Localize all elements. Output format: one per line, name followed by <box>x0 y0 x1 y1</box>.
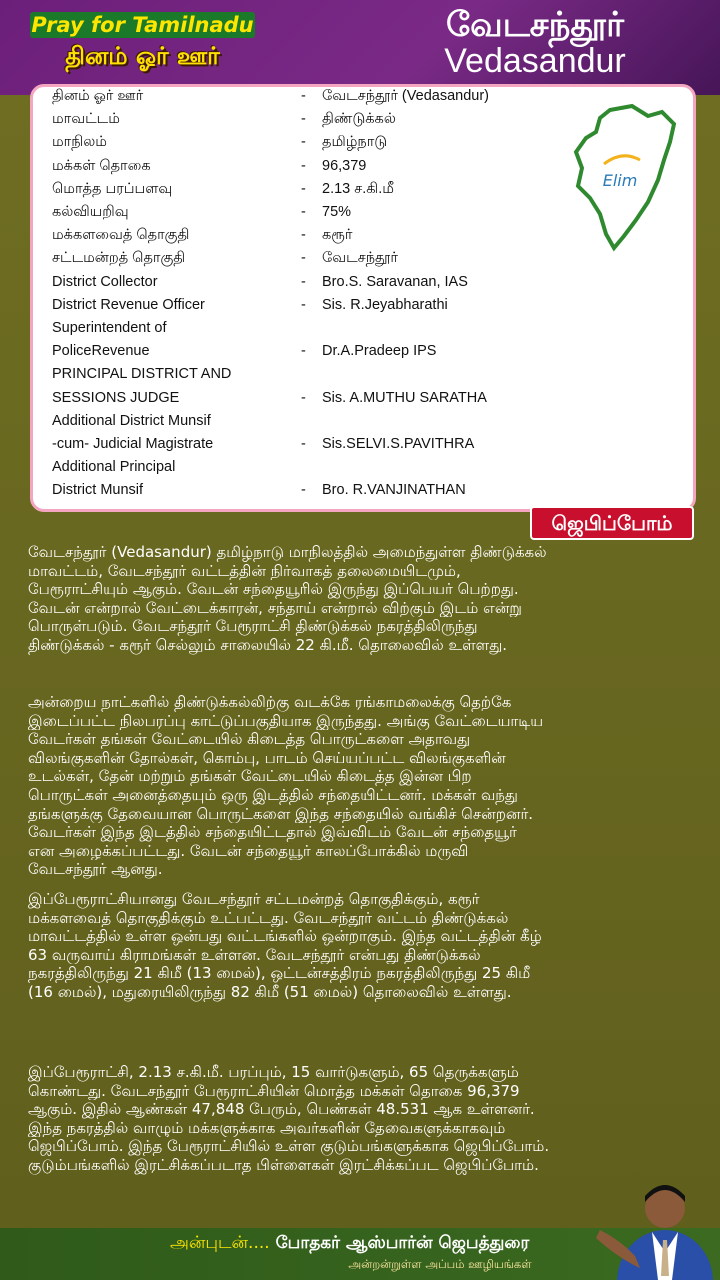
info-label: சட்டமன்றத் தொகுதி <box>52 250 186 267</box>
info-value: வேடசந்தூர் (Vedasandur) <box>322 88 489 104</box>
paragraph-line: பொருள்படும். வேடசந்தூர் பேரூராட்சி திண்டுக்கல் நகரத்திலிருந்து <box>28 617 478 636</box>
paragraph-line: வேடர்கள் தங்கள் வேட்டையில் கிடைத்த பொருட்களை அதாவது <box>28 730 471 749</box>
info-label: மொத்த பரப்பளவு <box>52 180 173 197</box>
info-label: District Revenue Officer <box>52 296 205 313</box>
info-dash: - <box>301 157 306 174</box>
info-dash: - <box>301 482 306 499</box>
info-label: Additional District Munsif <box>52 412 211 429</box>
info-label: மாநிலம் <box>52 134 107 151</box>
info-label: மக்கள் தொகை <box>52 157 151 174</box>
article-paragraph <box>28 693 692 879</box>
info-label: -cum- Judicial Magistrate <box>52 436 214 452</box>
paragraph-line: பேரூராட்சியும் ஆகும். வேடன் சந்தையூரில் இருந்து இப்பெயர் பெற்றது. <box>28 580 519 599</box>
info-dash: - <box>301 343 306 360</box>
info-value: திண்டுக்கல் <box>322 111 396 128</box>
paragraph-line: இப்பேரூராட்சி, 2.13 ச.கி.மீ. பரப்பும், 15 வார்டுகளும், 65 தெருக்களும் <box>28 1063 519 1081</box>
paragraph-line: அன்றைய நாட்களில் திண்டுக்கல்லிற்கு வடக்கே ரங்காமலைக்கு தெற்கே <box>28 693 512 711</box>
info-dash: - <box>301 180 306 197</box>
article-paragraph <box>28 543 692 655</box>
paragraph-line: என அழைக்கப்பட்டது. வேடன் சந்தையூர் காலப்போக்கில் மருவி <box>28 841 469 860</box>
info-value: தமிழ்நாடு <box>322 134 388 151</box>
pastor-photo <box>590 1160 720 1280</box>
signature-greeting: அன்புடன்.... <box>170 1233 270 1253</box>
article-paragraph <box>28 890 692 1002</box>
pray-badge: ஜெபிப்போம் <box>530 506 694 540</box>
page-title-english: Vedasandur <box>444 42 626 80</box>
info-label: Superintendent of <box>52 320 167 336</box>
paragraph-line: ஜெபிப்போம். இந்த பேரூராட்சியில் உள்ள குடும்பங்களுக்காக ஜெபிப்போம். <box>28 1137 550 1156</box>
paragraph-line: குடும்பங்களில் இரட்சிக்கப்படாத பிள்ளைகள் இரட்சிக்கப்பட ஜெபிப்போம். <box>28 1155 539 1174</box>
paragraph-line: வேடர்கள் இந்த இடத்தில் சந்தையிட்டதால் இவ்விடம் வேடன் சந்தையூர் <box>28 823 517 842</box>
info-dash: - <box>301 436 306 452</box>
paragraph-line: இடைப்பட்ட நிலபரப்பு காட்டுப்பகுதியாக இருந்தது. அங்கு வேட்டையாடிய <box>28 711 544 730</box>
paragraph-line: இப்பேரூராட்சியானது வேடசந்தூர் சட்டமன்றத் தொகுதிக்கும், கரூர் <box>28 890 480 908</box>
paragraph-line: ஆகும். இதில் ஆண்கள் 47,848 பேரும், பெண்கள் 48.531 ஆக உள்ளனர். <box>28 1100 535 1119</box>
info-label: PoliceRevenue <box>52 343 150 360</box>
info-dash: - <box>301 389 306 406</box>
info-dash: - <box>301 204 306 220</box>
info-dash: - <box>301 227 306 244</box>
info-label: Additional Principal <box>52 459 176 476</box>
signature-subtitle: அன்றன்றுள்ள அப்பம் ஊழியங்கள் <box>348 1257 532 1271</box>
info-label: District Collector <box>52 273 158 290</box>
info-value: Sis. R.Jeyabharathi <box>322 296 448 313</box>
paragraph-line: இந்த நகரத்தில் வாழும் மக்களுக்காக அவர்களின் தேவைகளுக்காகவும் <box>28 1118 506 1137</box>
paragraph-line: மக்களவைத் தொகுதிக்கும் உட்பட்டது. வேடசந்தூர் வட்டம் திண்டுக்கல் <box>28 908 509 927</box>
signature <box>170 1233 620 1255</box>
info-value: 2.13 ச.கி.மீ <box>322 180 394 197</box>
paragraph-line: மாவட்டம், வேடசந்தூர் வட்டத்தின் நிர்வாகத் தலைமையிடமும், <box>28 561 461 580</box>
article-paragraph <box>28 1063 692 1175</box>
info-value: Bro.S. Saravanan, IAS <box>322 273 468 290</box>
paragraph-line: பொருட்கள் அனைத்தையும் ஒரு இடத்தில் சந்தையிட்டனர். மக்கள் வந்து <box>28 785 518 804</box>
paragraph-line: தங்களுக்கு தேவையான பொருட்களை இந்த சந்தையில் வங்கிச் சென்றனர். <box>28 804 534 823</box>
elim-logo: Elim <box>602 171 638 190</box>
info-value: 96,379 <box>322 157 367 174</box>
info-label: தினம் ஓர் ஊர் <box>52 88 144 104</box>
paragraph-line: நகரத்திலிருந்து 21 கிமீ (13 மைல்), ஒட்டன்சத்திரம் நகரத்திலிருந்து 25 கிமீ <box>28 964 531 983</box>
info-dash: - <box>301 134 306 151</box>
info-value: Dr.A.Pradeep IPS <box>322 343 437 360</box>
paragraph-line: 63 வருவாய் கிராமங்கள் உள்ளன. வேடசந்தூர் என்பது திண்டுக்கல் <box>28 945 481 964</box>
info-value: வேடசந்தூர் <box>322 250 398 267</box>
info-value: Sis.SELVI.S.PAVITHRA <box>322 436 475 452</box>
brand-title: Pray for Tamilnadu <box>31 13 254 37</box>
paragraph-line: வேடசந்தூர் (Vedasandur) தமிழ்நாடு மாநிலத்தில் அமைந்துள்ள திண்டுக்கல் <box>28 543 547 561</box>
info-label: மக்களவைத் தொகுதி <box>52 227 190 244</box>
info-dash: - <box>301 111 306 128</box>
info-label: SESSIONS JUDGE <box>52 389 180 406</box>
paragraph-line: உடல்கள், தேன் மற்றும் தங்கள் வேட்டையில் கிடைத்த இன்ன பிற <box>28 767 472 786</box>
info-label: PRINCIPAL DISTRICT AND <box>52 366 232 383</box>
info-label: மாவட்டம் <box>52 111 120 128</box>
info-dash: - <box>301 88 306 104</box>
paragraph-line: வேடன் என்றால் வேட்டைக்காரன், சந்தாய் என்றால் விற்கும் இடம் என்று <box>28 598 522 617</box>
info-dash: - <box>301 250 306 267</box>
info-value: 75% <box>322 204 352 220</box>
paragraph-line: (16 மைல்), மதுரையிலிருந்து 82 கிமீ (51 மைல்) தொலைவில் உள்ளது. <box>28 982 512 1001</box>
info-value: Bro. R.VANJINATHAN <box>322 482 466 499</box>
paragraph-line: கொண்டது. வேடசந்தூர் பேரூராட்சியின் மொத்த மக்கள் தொகை 96,379 <box>28 1081 520 1100</box>
info-value: Sis. A.MUTHU SARATHA <box>322 389 487 406</box>
paragraph-line: விலங்குகளின் தோல்கள், கொம்பு, பாடம் செய்யப்பட்ட விலங்குகளின் <box>28 748 506 767</box>
info-label: கல்வியறிவு <box>52 204 129 220</box>
signature-name: போதகர் ஆஸ்பார்ன் ஜெபத்துரை <box>275 1233 530 1253</box>
info-value: கரூர் <box>322 227 353 244</box>
paragraph-line: வேடசந்தூர் ஆனது. <box>28 860 163 879</box>
info-label: District Munsif <box>52 482 144 499</box>
paragraph-line: மாவட்டத்தில் உள்ள ஒன்பது வட்டங்களில் ஒன்றாகும். இந்த வட்டத்தின் கீழ் <box>28 927 542 946</box>
brand-subtitle: தினம் ஓர் ஊர் <box>65 42 220 70</box>
info-dash: - <box>301 296 306 313</box>
paragraph-line: திண்டுக்கல் - கரூர் செல்லும் சாலையில் 22 கி.மீ. தொலைவில் உள்ளது. <box>28 635 507 654</box>
tamilnadu-map-icon <box>570 102 685 252</box>
info-dash: - <box>301 273 306 290</box>
page-title-tamil: வேடசந்தூர் <box>446 5 624 45</box>
